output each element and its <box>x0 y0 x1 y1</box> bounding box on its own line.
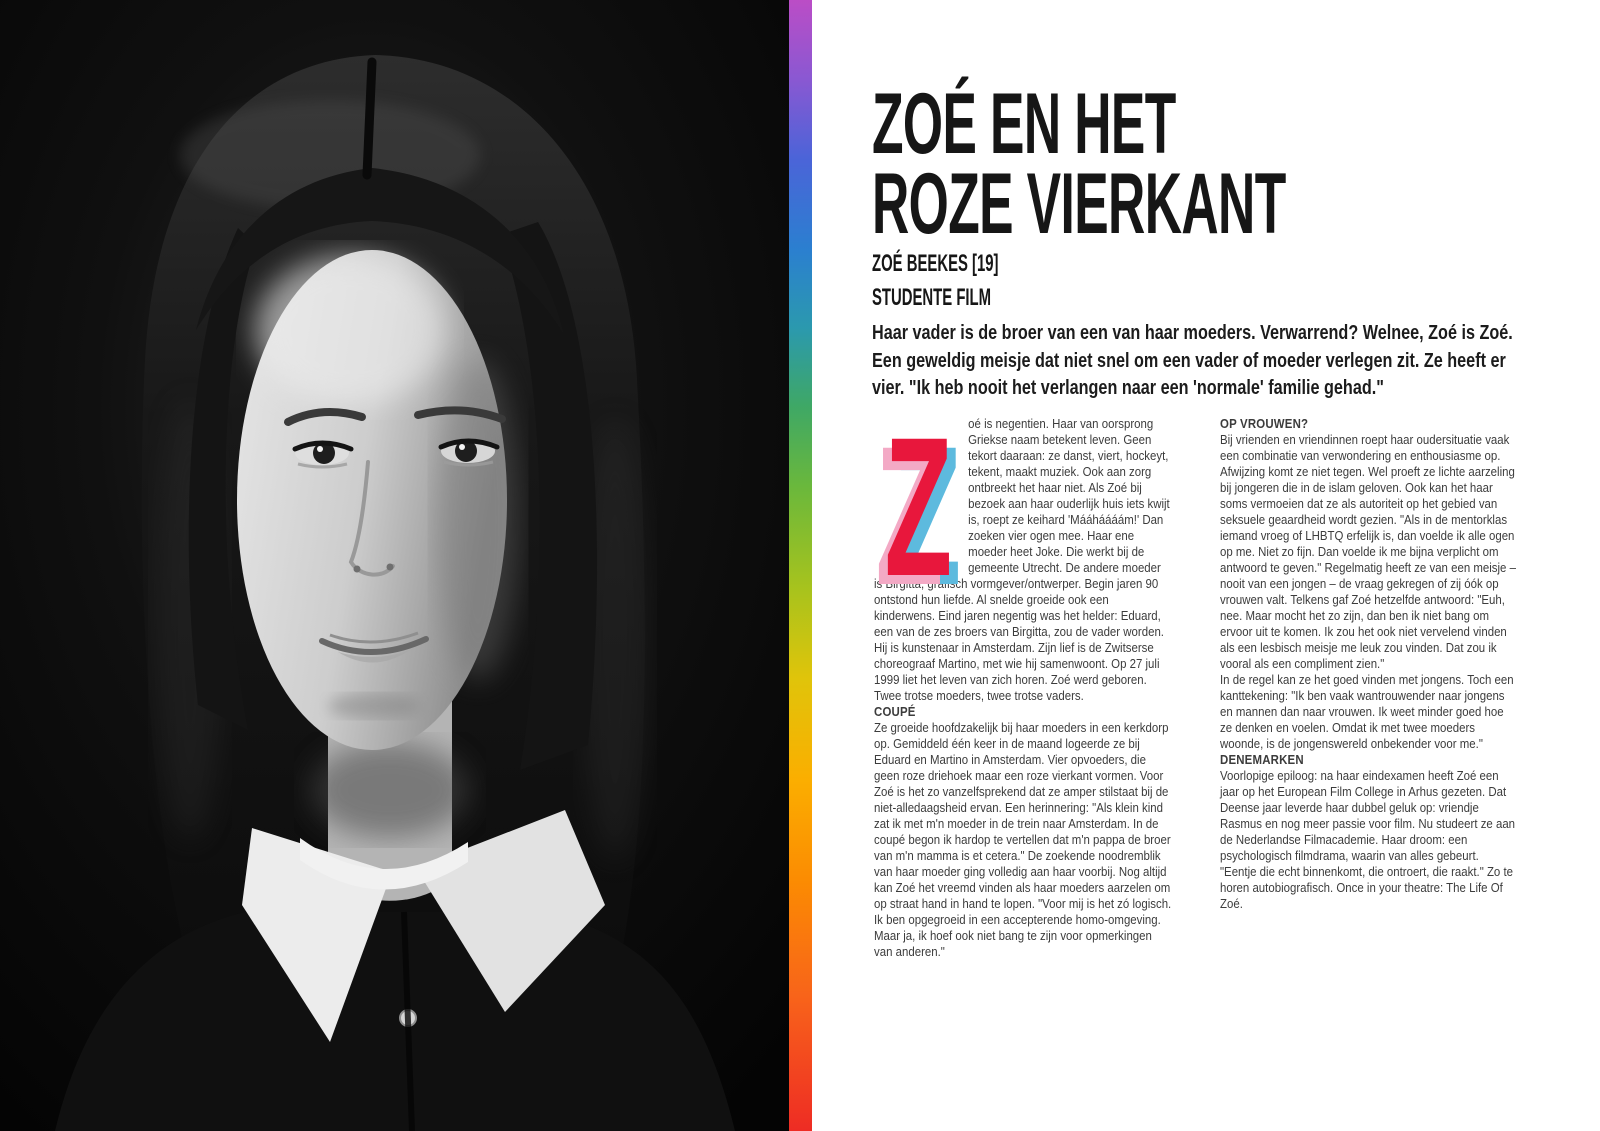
rainbow-gradient-stripe <box>789 0 812 1131</box>
byline-role: STUDENTE FILM <box>872 283 992 311</box>
opening-text: oé is negentien. Haar van oorsprong Griekse naam betekent leven. Geen tekort daaraan: ze danst, viert, hockeyt, tekent, maakt muziek. Ook aan zorg ontbreekt het haar niet. Als Zoé bij bezoek aan haar ouderlijk huis iets kwijt is, roept ze keihard 'Mááháááám!' Dan zoeken vier ogen mee. Haar ene moeder heet Joke. Die werkt bij de gemeente Utrecht. De andere moeder is Birgitta, grafisch vormgever/ontwerper. Begin jaren 90 ontstond hun liefde. Al snelde groeide ook een kinderwens. Eind jaren negentig was het helder: Eduard, een van de zes broers van Birgitta, zou de vader worden. Hij is kunstenaar in Amsterdam. Zijn lief is de Zwitserse choreograaf Martino, met wie hij samenwoont. Op 27 juli 1999 liet het leven van zich horen. Zoé werd geboren. Twee trotse moeders, twee trotse vaders. <box>874 416 1170 703</box>
intro-paragraph: Haar vader is de broer van een van haar moeders. Verwarrend? Welnee, Zoé is Zoé. Een geweldig meisje dat niet snel om een vader of moeder verlegen zit. Ze heeft er vier. "Ik heb nooit het verlangen naar een 'normale' familie gehad." <box>872 322 1513 399</box>
section-heading-op-vrouwen: OP VROUWEN? <box>1220 416 1309 431</box>
paragraph-opening <box>874 396 1171 704</box>
portrait-photo <box>0 0 789 1131</box>
paragraph-denemarken: Voorlopige epiloog: na haar eindexamen heeft Zoé een jaar op het European Film College in Arhus gezeten. Dat Deense jaar leverde haar dubbel geluk op: vriendje Rasmus en nog meer passie voor film. Nu studeert ze aan de Nederlandse Filmacademie. Haar droom: een psychologisch filmdrama, waarin van alles gebeurt. "Eentje die echt binnenkomt, die ontroert, die raakt." Zo te horen autobiografisch. Once in your theatre: The Life Of Zoé. <box>1220 768 1516 911</box>
headline-line-2: ROZE VIERKANT <box>872 156 1286 252</box>
paragraph-op-vrouwen-1: Bij vrienden en vriendinnen roept haar oudersituatie vaak een combinatie van verwondering en enthousiasme op. Afwijzing komt ze niet tegen. Wel proeft ze lichte aarzeling bij jongeren die in de islam geloven. Ook kan het haar soms vermoeien dat ze als autoriteit op het gebied van seksuele geaardheid wordt gezien. "Als in de mentorklas iemand vroeg of LHBTQ erfelijk is, dan voelde ik alle ogen op me. Niet zo fijn. Dan voelde ik me bijna verplicht om antwoord te geven." Regelmatig heeft ze van een meisje – nooit van een jongen – de vraag gekregen of zij óók op vrouwen valt. Telkens gaf Zoé hetzelfde antwoord: "Euh, nee. Maar mocht het zo zijn, dan ben ik niet bang om ervoor uit te komen. Ik zou het ook niet vervelend vinden als een lesbisch meisje me leuk zou vinden. Dat zou ik vooral als een compliment zien." <box>1220 432 1516 671</box>
byline-name: ZOÉ BEEKES [19] <box>872 250 999 277</box>
paragraph-coupe: Ze groeide hoofdzakelijk bij haar moeders in een kerkdorp op. Gemiddeld één keer in de maand logeerde ze bij Eduard en Martino in Amsterdam. Vier opvoeders, die geen roze driehoek maar een roze vierkant vormen. Voor Zoé is het zo vanzelfsprekend dat ze amper stilstaat bij de niet-alledaagsheid ervan. Een herinnering: "Als klein kind zat ik met m'n moeder in de trein naar Amsterdam. In de coupé begon ik hardop te vertellen dat m'n pappa de broer van m'n mamma is et cetera." De zoekende noodremblik van haar moeder ging volledig aan haar voorbij. Nog altijd kan Zoé het vreemd vinden als haar moeders aarzelen om op straat hand in hand te lopen. "Voor mij is het zó logisch. Ik ben opgegroeid in een accepterende homo-omgeving. Maar ja, ik hoef ook niet bang te zijn voor opmerkingen van anderen." <box>874 720 1172 959</box>
dropcap-z <box>874 396 962 617</box>
article-column-1 <box>874 396 1212 960</box>
paragraph-op-vrouwen-2: In de regel kan ze het goed vinden met jongens. Toch een kanttekening: "Ik ben vaak wantrouwender naar jongens en mannen dan naar vrouwen. Ik weet minder goed hoe ze denken en voelen. Omdat ik met twee moeders woonde, is de jongenswereld onbekender voor me." <box>1220 672 1514 751</box>
section-heading-coupe: COUPÉ <box>874 704 916 719</box>
page-title <box>872 76 1561 252</box>
article-column-2 <box>1220 416 1558 912</box>
portrait-illustration <box>0 0 789 1131</box>
headline-line-1: ZOÉ EN HET <box>872 76 1176 172</box>
byline <box>872 247 1076 314</box>
section-heading-denemarken: DENEMARKEN <box>1220 752 1304 767</box>
dropcap-letter: Z <box>884 396 953 617</box>
